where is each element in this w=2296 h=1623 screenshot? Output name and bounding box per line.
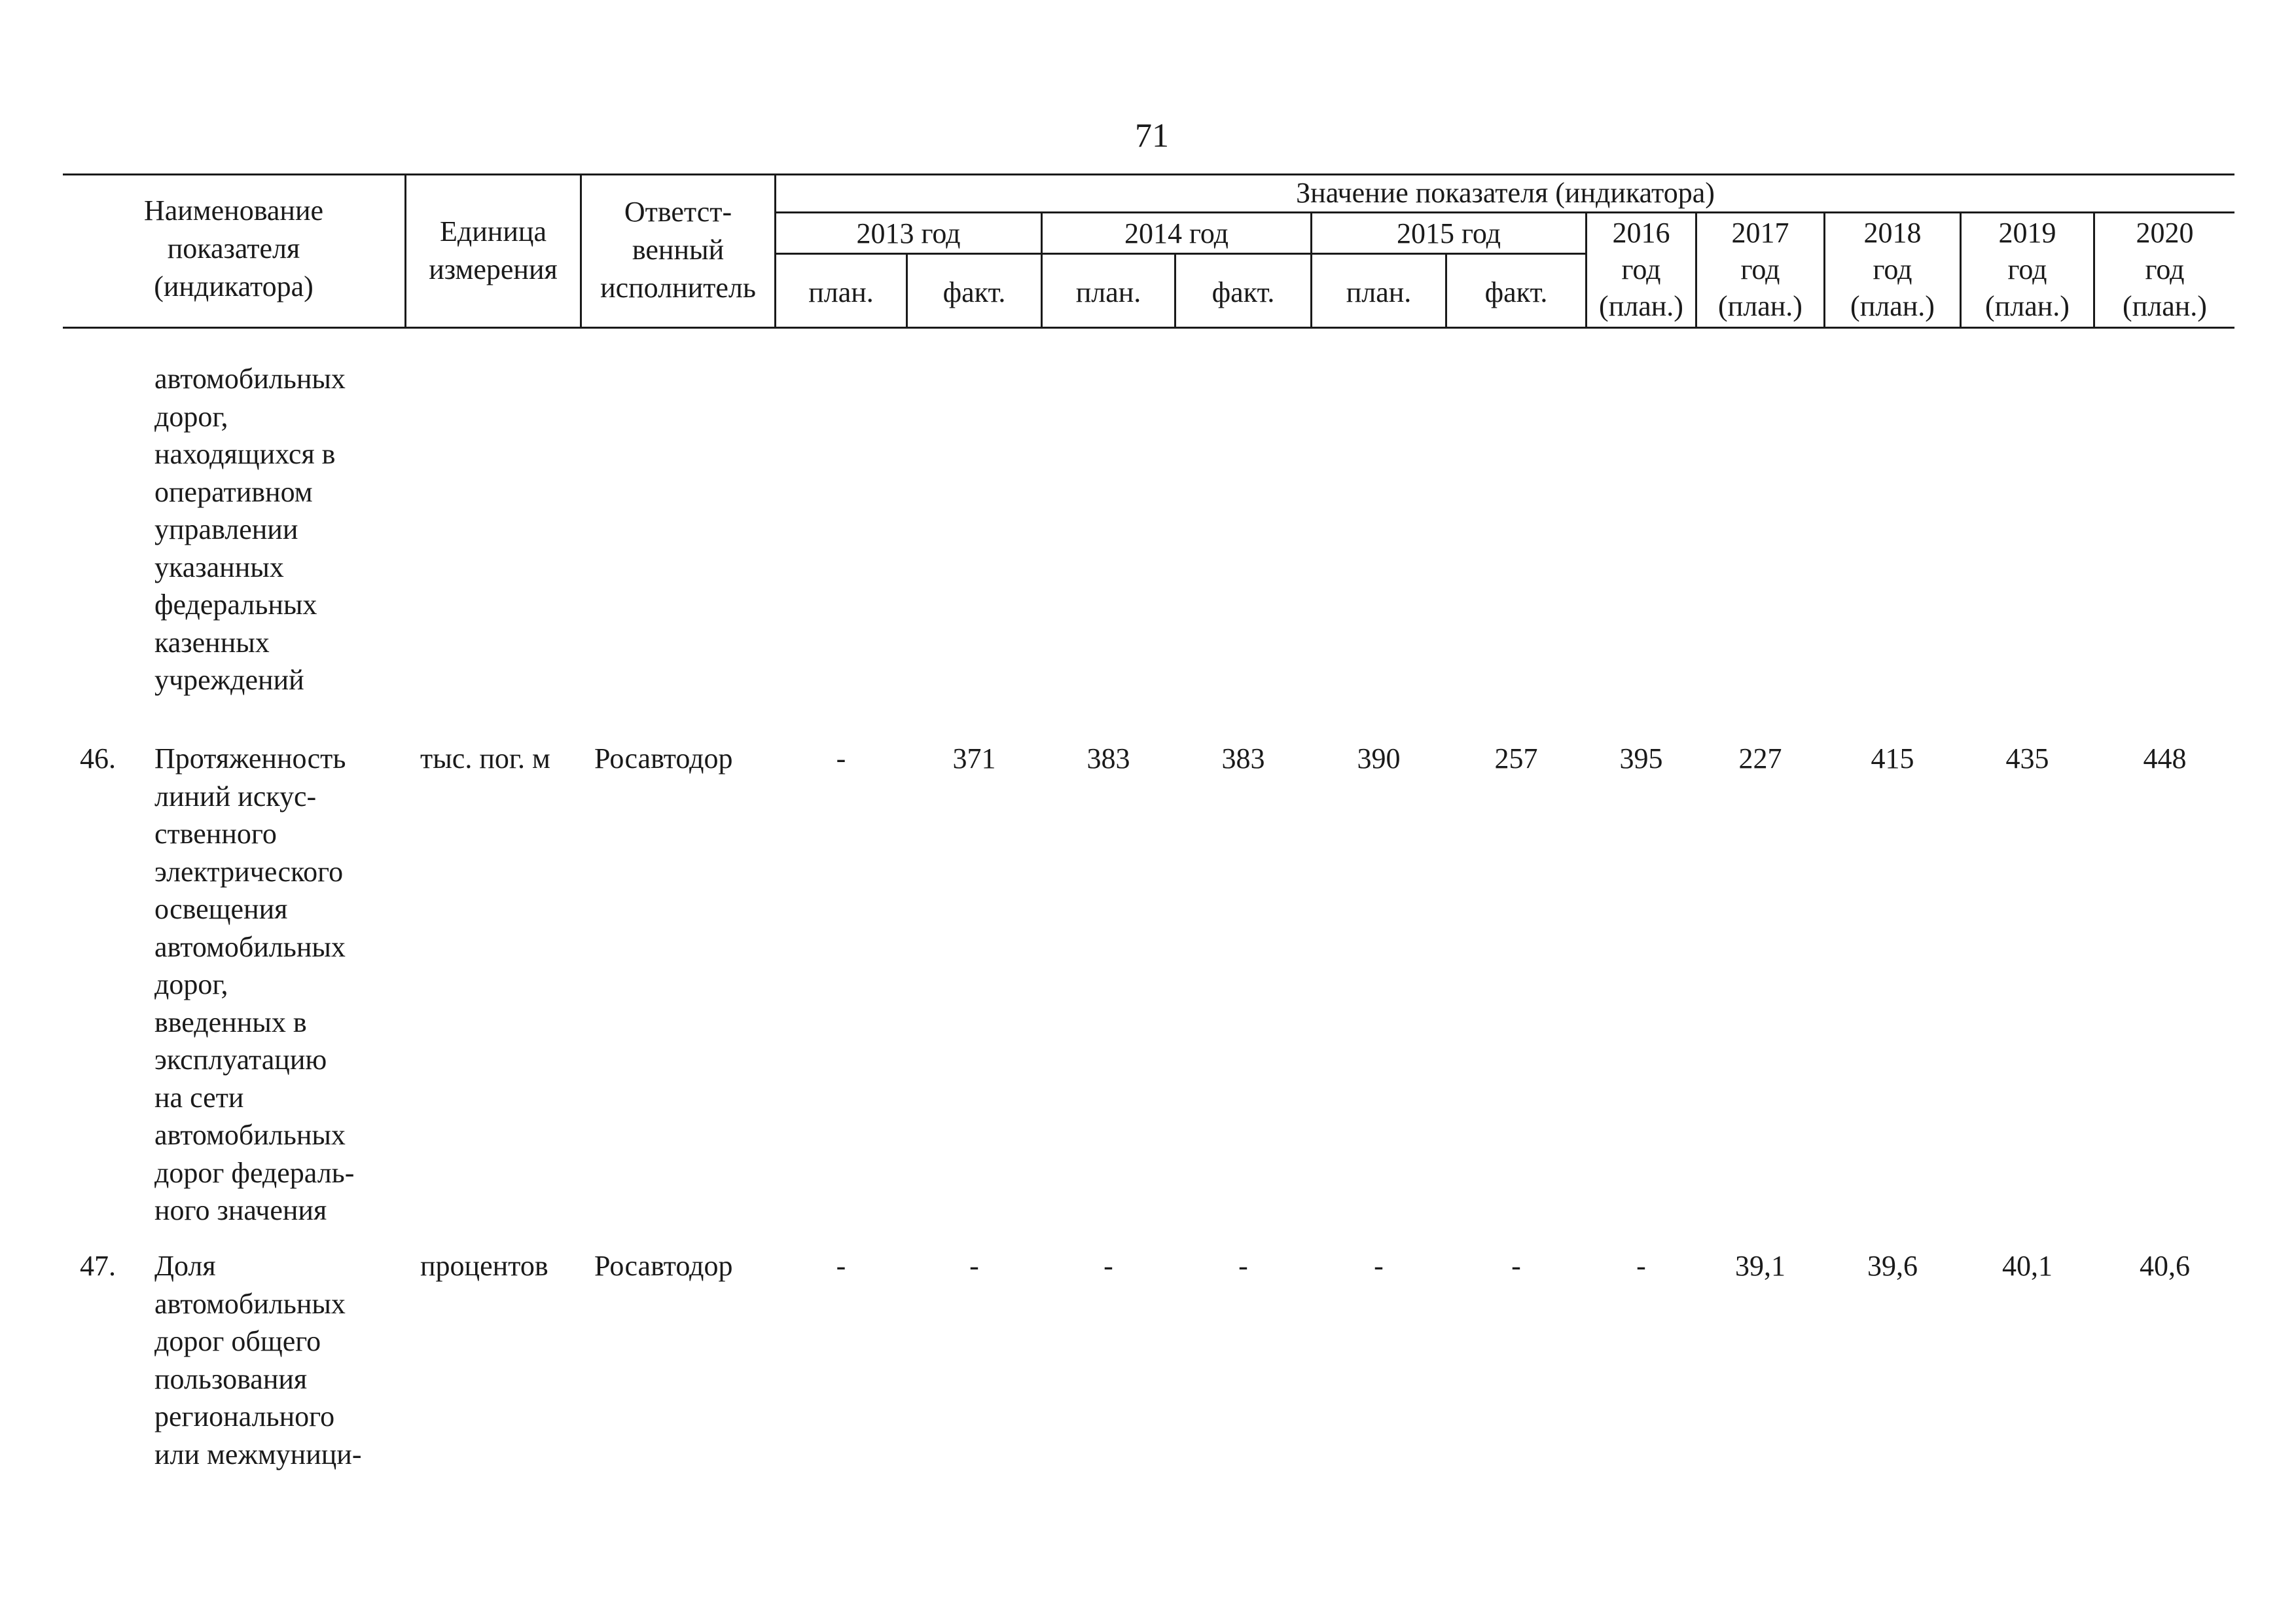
value-2013-plan: - — [836, 1250, 846, 1282]
value-2017-plan: 227 — [1738, 742, 1782, 775]
row-executor: Росавтодор — [594, 742, 733, 775]
continuation-name: автомобильных дорог, находящихся в оперативном управлении указанных федеральных казенных учреждений — [154, 363, 346, 696]
value-2016-plan: - — [1636, 1250, 1646, 1282]
value-2019-plan: 40,1 — [2002, 1250, 2053, 1282]
row-number: 46. — [80, 742, 116, 775]
header-year-2017: 2017 год (план.) — [1718, 217, 1803, 322]
header-year-2016: 2016 год (план.) — [1599, 217, 1683, 322]
header-unit: Единица измерения — [429, 215, 558, 285]
row-unit: процентов — [420, 1250, 548, 1282]
value-2020-plan: 40,6 — [2140, 1250, 2190, 1282]
header-plan: план. — [1075, 276, 1141, 308]
header-year-2013: 2013 год — [856, 217, 961, 249]
page-number: 71 — [1135, 117, 1169, 155]
value-2019-plan: 435 — [2005, 742, 2049, 775]
value-2015-plan: 390 — [1357, 742, 1401, 775]
value-2020-plan: 448 — [2143, 742, 2187, 775]
header-name: Наименование показателя (индикатора) — [143, 194, 324, 302]
value-2016-plan: 395 — [1619, 742, 1663, 775]
header-fact: факт. — [1484, 276, 1548, 308]
value-2013-fact: 371 — [952, 742, 996, 775]
header-executor: Ответст- венный исполнитель — [600, 196, 756, 304]
header-year-2014: 2014 год — [1124, 217, 1229, 249]
value-2014-fact: - — [1238, 1250, 1248, 1282]
header-fact: факт. — [942, 276, 1006, 308]
value-2014-fact: 383 — [1221, 742, 1265, 775]
row-name: Протяженность линий искус- ственного электрического освещения автомобильных дорог, введенных в эксплуатацию на сети автомобильных дорог федераль- ного значения — [154, 742, 355, 1226]
row-executor: Росавтодор — [594, 1250, 733, 1282]
value-2018-plan: 415 — [1871, 742, 1914, 775]
value-2014-plan: - — [1103, 1250, 1113, 1282]
value-2013-plan: - — [836, 742, 846, 775]
value-2013-fact: - — [969, 1250, 979, 1282]
header-fact: факт. — [1211, 276, 1275, 308]
value-2015-fact: - — [1511, 1250, 1521, 1282]
year-group-divider — [775, 253, 1587, 255]
row-name: Доля автомобильных дорог общего пользования регионального или межмуници- — [154, 1250, 362, 1470]
header-year-2020: 2020 год (план.) — [2123, 217, 2207, 322]
value-2017-plan: 39,1 — [1735, 1250, 1785, 1282]
header-plan: план. — [808, 276, 874, 308]
value-2018-plan: 39,6 — [1867, 1250, 1918, 1282]
header-value-group: Значение показателя (индикатора) — [1296, 177, 1715, 209]
value-2014-plan: 383 — [1086, 742, 1130, 775]
header-plan: план. — [1346, 276, 1412, 308]
row-unit: тыс. пог. м — [420, 742, 550, 775]
header-year-2019: 2019 год (план.) — [1985, 217, 2070, 322]
value-2015-fact: 257 — [1494, 742, 1538, 775]
row-number: 47. — [80, 1250, 116, 1282]
header-year-2018: 2018 год (план.) — [1850, 217, 1935, 322]
value-2015-plan: - — [1374, 1250, 1384, 1282]
header-year-2015: 2015 год — [1396, 217, 1501, 249]
header-bottom-border — [63, 327, 2234, 329]
